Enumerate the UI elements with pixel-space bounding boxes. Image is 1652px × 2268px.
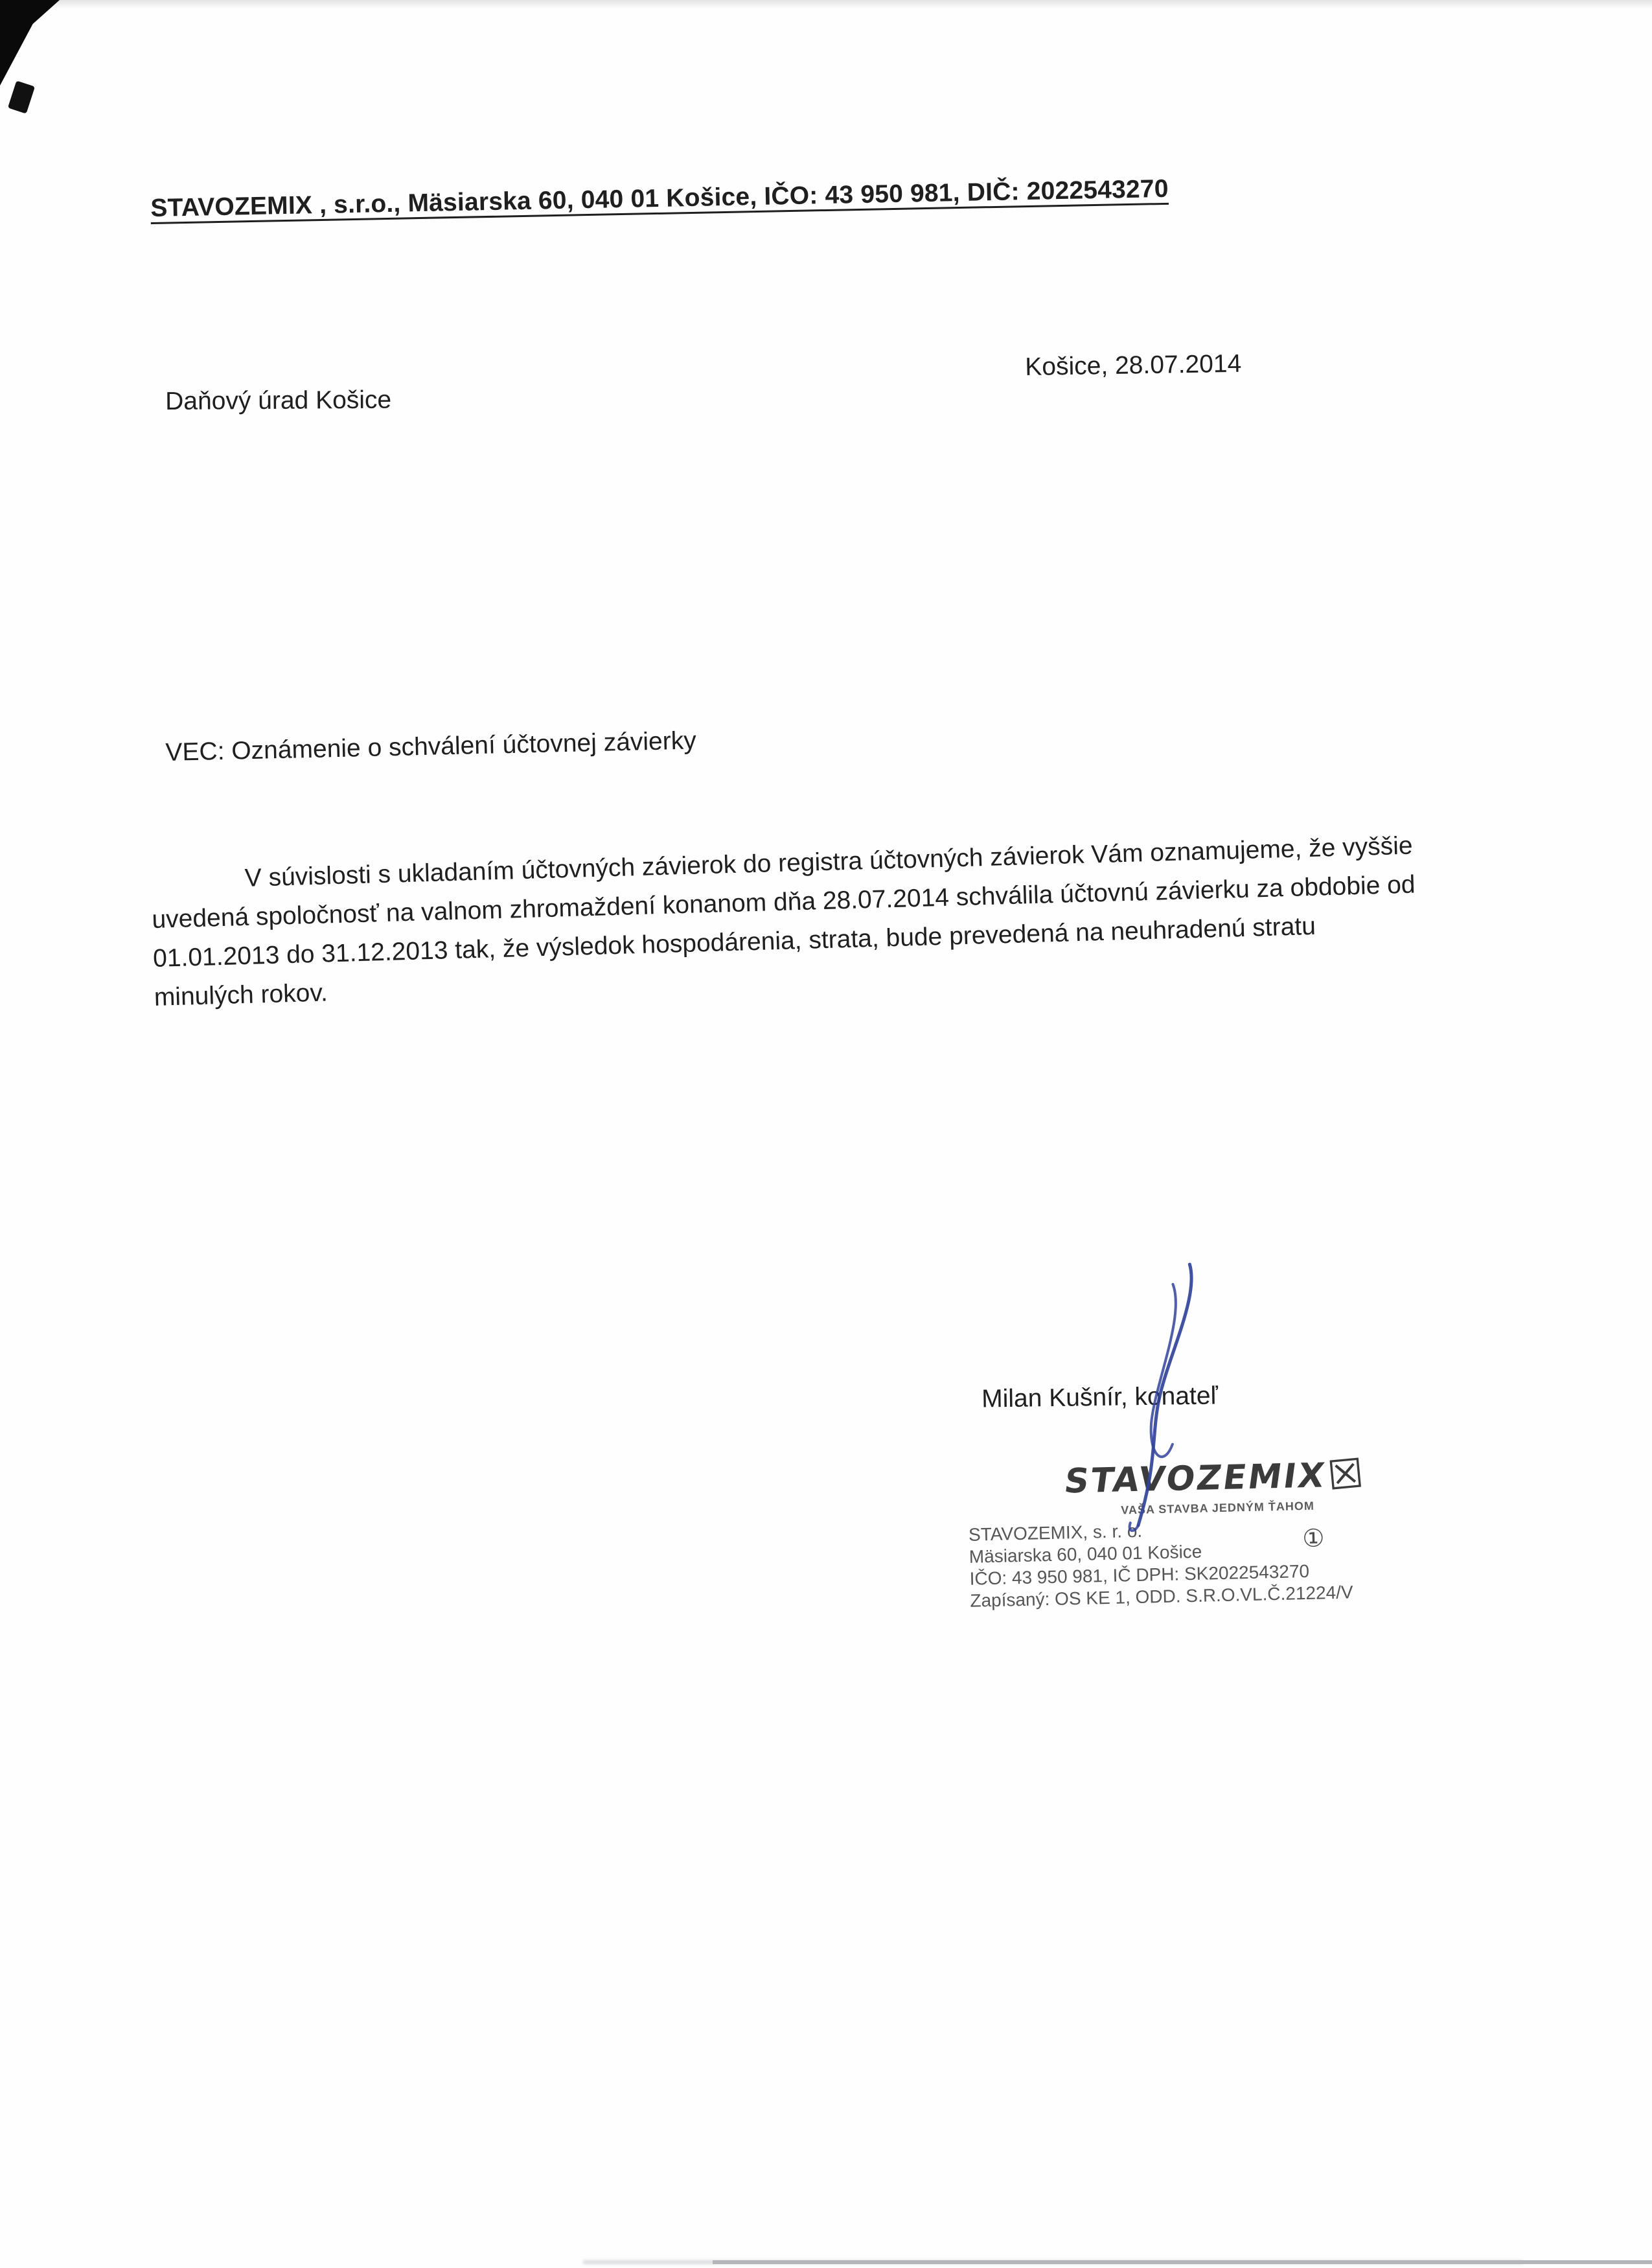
- subject-line: VEC: Oznámenie o schválení účtovnej závierky: [165, 726, 697, 767]
- stamp-tagline: VAŠA STAVBA JEDNÝM ŤAHOM: [1121, 1499, 1315, 1517]
- stamp-logo-text: STAVOZEMIX: [1062, 1456, 1329, 1501]
- stamp-ids-line: IČO: 43 950 981, IČ DPH: SK2022543270: [969, 1560, 1310, 1589]
- place-and-date: Košice, 28.07.2014: [1025, 349, 1242, 381]
- scan-edge-tint: [0, 0, 1652, 9]
- stamp-company-line: STAVOZEMIX, s. r. o.: [968, 1520, 1143, 1545]
- signatory-name: Milan Kušnír, konateľ: [981, 1382, 1219, 1413]
- scan-corner-artifact: [0, 0, 60, 86]
- body-paragraph: V súvislosti s ukladaním účtovných závierok do registra účtovných závierok Vám oznamujeme, že vyššie uvedená spoločnosť na valnom zhromaždení konanom dňa 28.07.2014 schválila účtovnú závierku za obdobie od 01.01.2013 do 31.12.2013 tak, že výsledok hospodárenia, strata, bude prevedená na neuhradenú stratu minulých rokov.: [151, 831, 1416, 1012]
- signature-block: [959, 1244, 1418, 1652]
- scan-bottom-line: [713, 2260, 1652, 2264]
- handwritten-signature: [1092, 1258, 1235, 1536]
- crossed-box-icon: ☒: [1325, 1451, 1366, 1499]
- stamp-registry-line: Zapísaný: OS KE 1, ODD. S.R.O.VL.Č.21224/V: [970, 1582, 1353, 1611]
- stamp-address-line: Mäsiarska 60, 040 01 Košice: [969, 1541, 1202, 1567]
- scan-edge-artifact: [8, 80, 35, 113]
- company-header-line: STAVOZEMIX , s.r.o., Mäsiarska 60, 040 01 Košice, IČO: 43 950 981, DIČ: 2022543270: [150, 174, 1169, 222]
- recipient-name: Daňový úrad Košice: [165, 386, 392, 415]
- stamp-number-badge: ①: [1302, 1525, 1325, 1553]
